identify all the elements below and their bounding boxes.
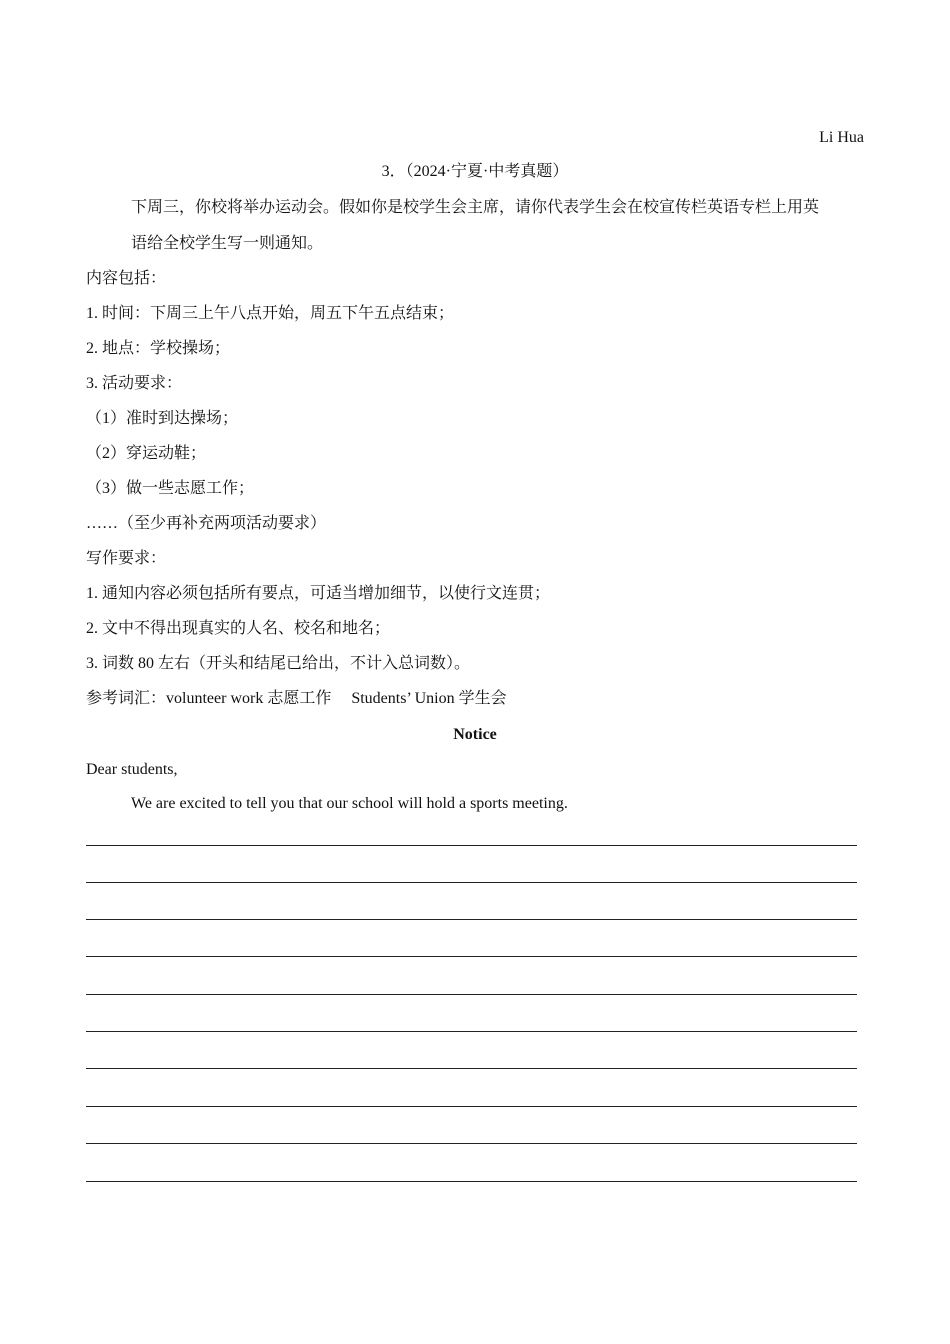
question-number-source: 3．（2024·宁夏·中考真题）	[381, 163, 569, 180]
content-subitem-more: ……（至少再补充两项活动要求）	[86, 515, 327, 532]
content-subitem-2: （2）穿运动鞋；	[86, 445, 207, 462]
answer-line-3[interactable]	[86, 919, 857, 920]
answer-line-6[interactable]	[86, 1031, 857, 1032]
content-item-time: 1. 时间：下周三上午八点开始，周五下午五点结束；	[86, 305, 455, 322]
content-subitem-3: （3）做一些志愿工作；	[86, 480, 255, 497]
answer-line-4[interactable]	[86, 956, 857, 957]
vocab-label: 参考词汇：	[86, 690, 167, 707]
answer-line-8[interactable]	[86, 1106, 857, 1107]
content-subitem-1: （1）准时到达操场；	[86, 410, 239, 427]
writing-item-1: 1. 通知内容必须包括所有要点，可适当增加细节，以使行文连贯；	[86, 585, 551, 602]
notice-greeting: Dear students,	[86, 761, 178, 778]
notice-opening: We are excited to tell you that our school will hold a sports meeting.	[131, 795, 568, 812]
prompt-line-2: 语给全校学生写一则通知。	[131, 235, 324, 252]
answer-line-5[interactable]	[86, 994, 857, 995]
vocab-line	[86, 688, 507, 710]
answer-line-2[interactable]	[86, 882, 857, 883]
prompt-line-1: 下周三，你校将举办运动会。假如你是校学生会主席，请你代表学生会在校宣传栏英语专栏上用英	[131, 199, 820, 216]
answer-line-9[interactable]	[86, 1143, 857, 1144]
signature: Li Hua	[819, 129, 864, 146]
answer-line-1[interactable]	[86, 845, 857, 846]
writing-heading: 写作要求：	[86, 550, 167, 567]
content-item-requirements: 3. 活动要求：	[86, 375, 183, 392]
vocab-term-volunteer: volunteer work 志愿工作	[166, 690, 332, 707]
content-item-place: 2. 地点：学校操场；	[86, 340, 231, 357]
content-heading: 内容包括：	[86, 270, 167, 287]
notice-title: Notice	[453, 726, 497, 743]
writing-item-3: 3. 词数 80 左右（开头和结尾已给出，不计入总词数）。	[86, 655, 471, 672]
vocab-term-union: Students’ Union 学生会	[351, 690, 507, 707]
answer-line-7[interactable]	[86, 1068, 857, 1069]
answer-line-10[interactable]	[86, 1181, 857, 1182]
writing-item-2: 2. 文中不得出现真实的人名、校名和地名；	[86, 620, 391, 637]
